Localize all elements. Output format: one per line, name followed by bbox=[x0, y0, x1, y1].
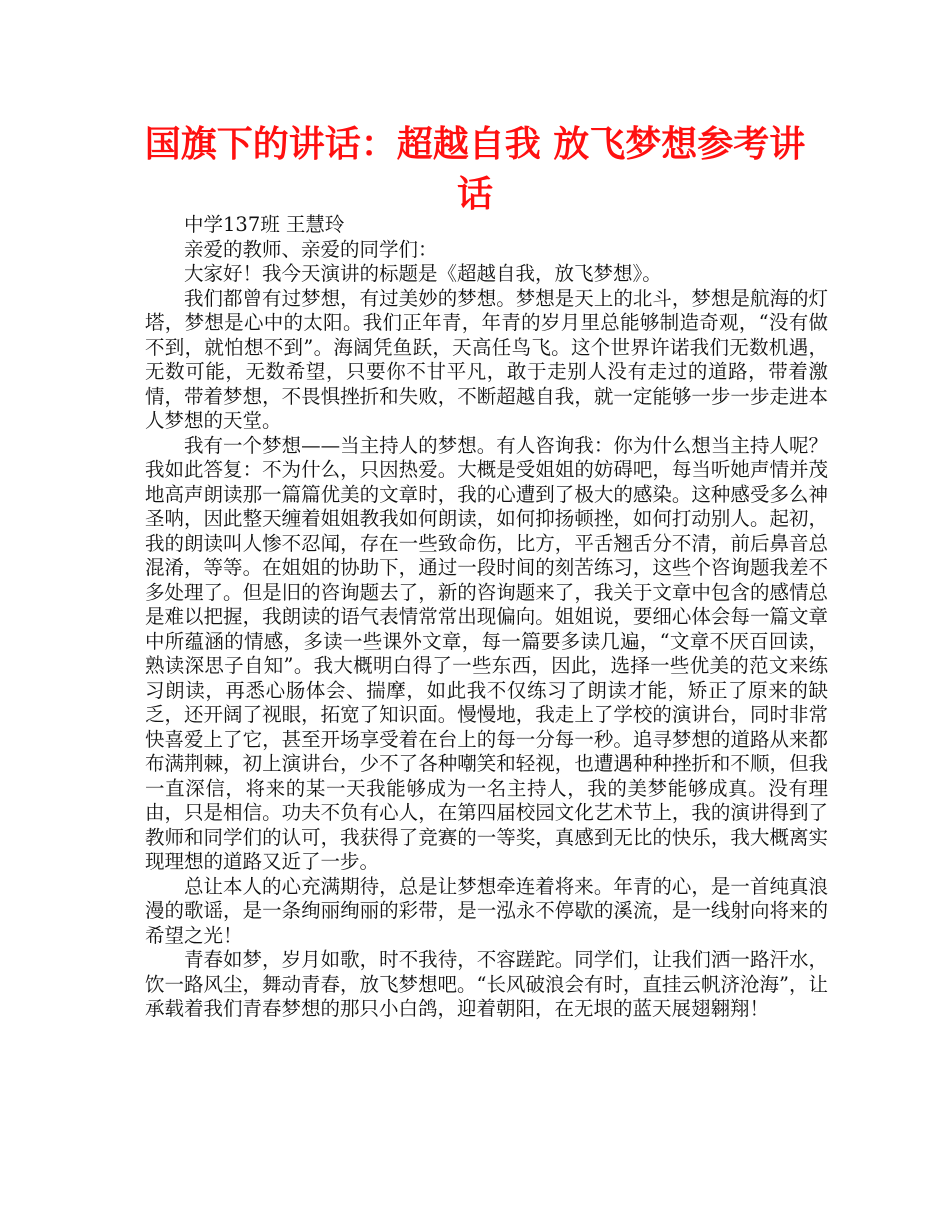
document-title: 国旗下的讲话：超越自我 放飞梦想参考讲话 bbox=[144, 124, 806, 215]
body-paragraph: 我有一个梦想——当主持人的梦想。有人咨询我：你为什么想当主持人呢？我如此答复：不为什么，只因热爱。大概是受姐姐的妨碍吧，每当听她声情并茂地高声朗读那一篇篇优美的文章时，我的心遭到了极大的感染。这种感受多么神圣呐，因此整天缠着姐姐教我如何朗读，如何抑扬顿挫，如何打动别人。起初，我的朗读叫人惨不忍闻，存在一些致命伤，比方，平舌翘舌分不清，前后鼻音总混淆，等等。在姐姐的协助下，通过一段时间的刻苦练习，这些个咨询题我差不多处理了。但是旧的咨询题去了，新的咨询题来了，我关于文章中包含的感情总是难以把握，我朗读的语气表情常常出现偏向。姐姐说，要细心体会每一篇文章中所蕴涵的情感，多读一些课外文章，每一篇要多读几遍，“文章不厌百回读，熟读深思子自知”。我大概明白得了一些东西，因此，选择一些优美的范文来练习朗读，再悉心肠体会、揣摩，如此我不仅练习了朗读才能，矫正了原来的缺乏，还开阔了视眼，拓宽了知识面。慢慢地，我走上了学校的演讲台，同时非常快喜爱上了它，甚至开场享受着在台上的每一分每一秒。追寻梦想的道路从来都布满荆棘，初上演讲台，少不了各种嘲笑和轻视，也遭遇种种挫折和不顺，但我一直深信，将来的某一天我能够成为一名主持人，我的美梦能够成真。没有理由，只是相信。功夫不负有心人，在第四届校园文化艺术节上，我的演讲得到了教师和同学们的认可，我获得了竞赛的一等奖，真感到无比的快乐，我大概离实现理想的道路又近了一步。 bbox=[145, 433, 828, 873]
document-body bbox=[145, 213, 828, 1022]
salutation: 亲爱的教师、亲爱的同学们： bbox=[184, 237, 438, 261]
body-paragraph: 我们都曾有过梦想，有过美妙的梦想。梦想是天上的北斗，梦想是航海的灯塔，梦想是心中的太阳。我们正年青，年青的岁月里总能够制造奇观，“没有做不到，就怕想不到”。海阔凭鱼跃，天高任鸟飞。这个世界许诺我们无数机遇，无数可能，无数希望，只要你不甘平凡，敢于走别人没有走过的道路，带着激情，带着梦想，不畏惧挫折和失败，不断超越自我，就一定能够一步一步走进本人梦想的天堂。 bbox=[145, 286, 828, 432]
closing-paragraph: 青春如梦，岁月如歌，时不我待，不容蹉跎。同学们，让我们洒一路汗水，饮一路风尘，舞动青春，放飞梦想吧。“长风破浪会有时，直挂云帆济沧海”，让承载着我们青春梦想的那只小白鸽，迎着朝阳，在无垠的蓝天展翅翱翔！ bbox=[145, 948, 828, 1020]
body-paragraph: 总让本人的心充满期待，总是让梦想牵连着将来。年青的心，是一首纯真浪漫的歌谣，是一条绚丽绚丽的彩带，是一泓永不停歇的溪流，是一线射向将来的希望之光！ bbox=[145, 874, 828, 947]
author-line: 中学137班 王慧玲 bbox=[184, 213, 345, 236]
greeting-paragraph: 大家好！我今天演讲的标题是《超越自我，放飞梦想》。 bbox=[184, 262, 662, 285]
